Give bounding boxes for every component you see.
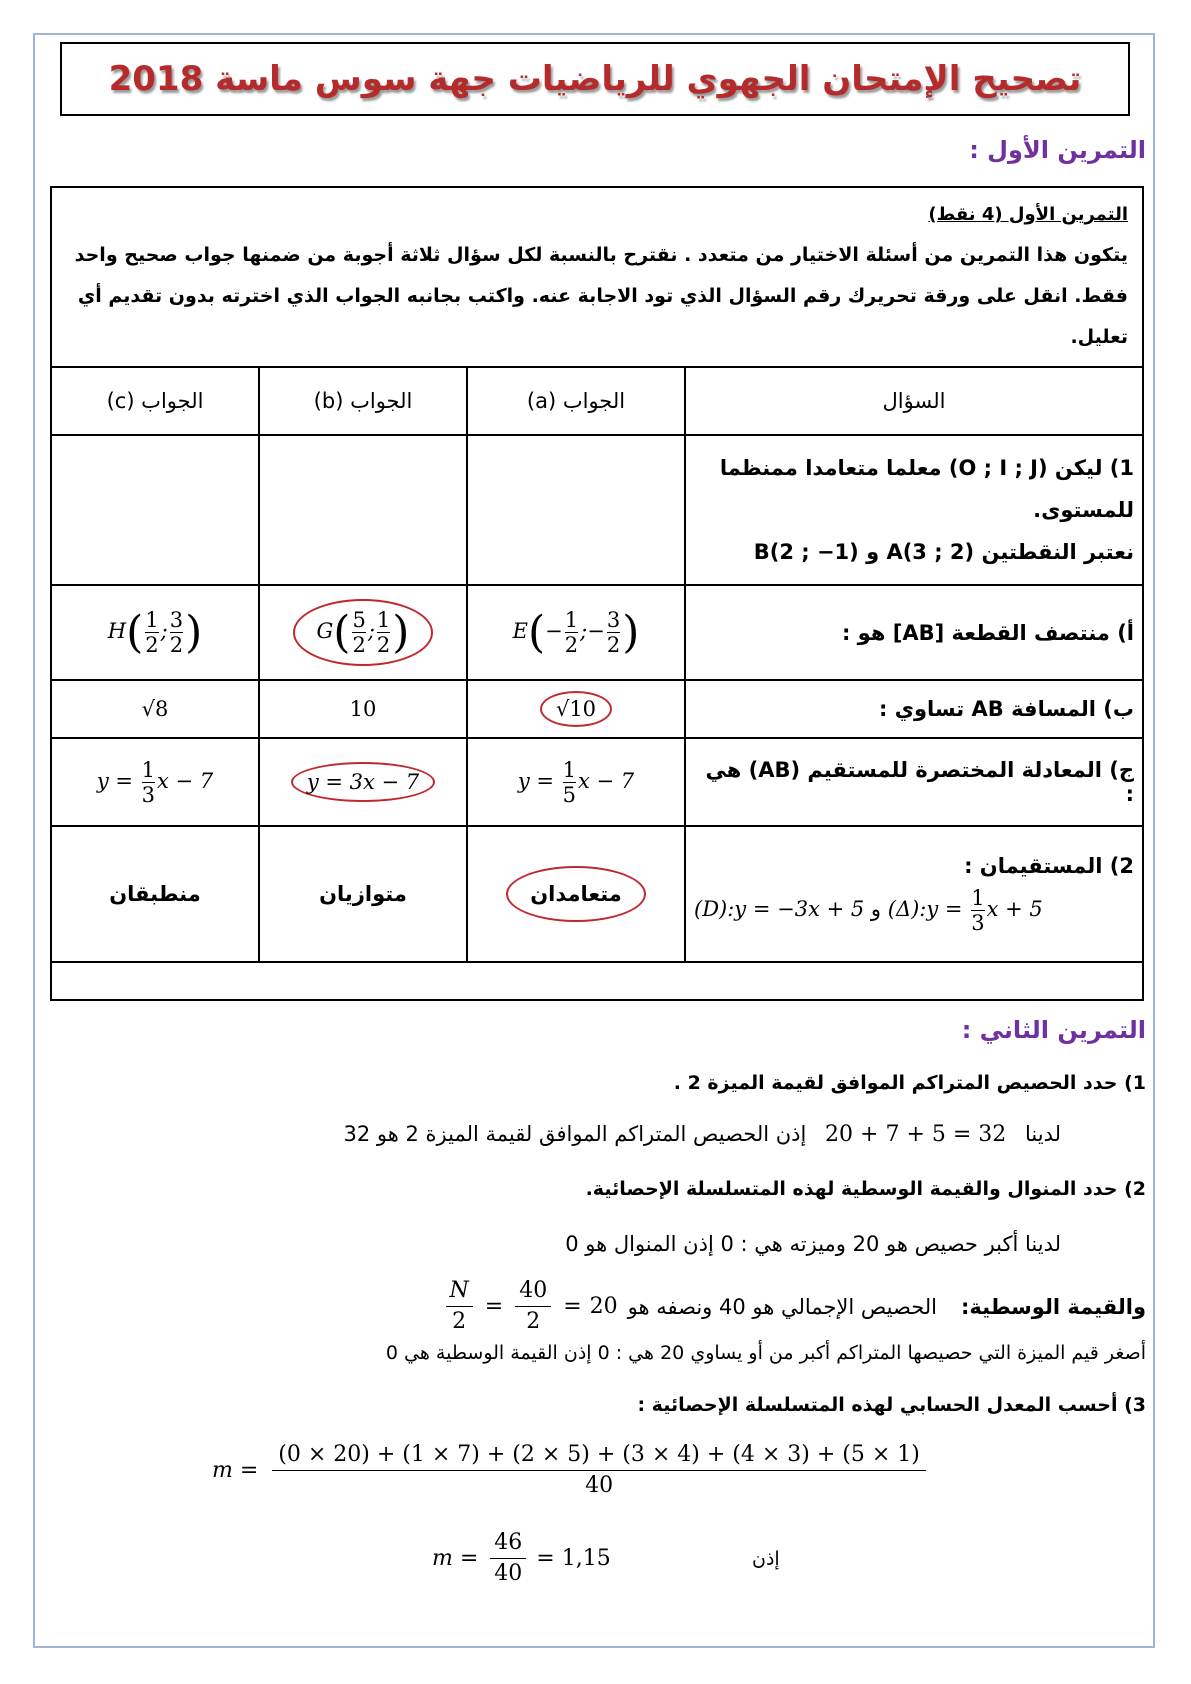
mean-m: m = [212,1458,259,1483]
qa-b-y: 1 [376,608,391,632]
qa-b-x: 5 [352,608,366,632]
median-num2: 40 [515,1276,551,1307]
qc-b-value: y = 3x − 7 [306,770,420,794]
exercise-2-title: التمرين الثاني : [961,1016,1146,1044]
table-row-qb [51,680,1143,738]
header-answer-b: الجواب (b) [259,367,467,435]
qc-c-num: 1 [141,757,156,782]
header-answer-a: الجواب (a) [467,367,685,435]
qc-c-den: 3 [141,782,156,807]
q1-text: 1) ليكن (O ; I ; J) معلما متعامدا ممنظما للمستوى. [719,456,1134,522]
qa-b-d1: 2 [352,633,366,657]
qa-a-y: 3 [606,608,621,632]
title-box [60,42,1130,116]
part1-question: 1) حدد الحصيص المتراكم الموافق لقيمة الميزة 2 . [673,1072,1146,1094]
q2-answer-a [467,826,685,962]
correct-answer-circle [540,691,612,727]
q2-answer-c: منطبقان [51,826,259,962]
qa-text: أ) منتصف القطعة [AB] هو : [685,585,1143,680]
q2-answer-b: متوازيان [259,826,467,962]
qa-c-d2: 2 [169,633,184,657]
header-answer-c: الجواب (c) [51,367,259,435]
q2-eq2-num: 1 [971,885,985,910]
exercise-1-intro [66,194,1128,358]
qc-a-post: x − 7 [578,768,635,793]
qa-answer-b [259,585,467,680]
exercise-1-instructions: يتكون هذا التمرين من أسئلة الاختيار من متعدد . نقترح بالنسبة لكل سؤال ثلاثة أجوبة من ضمنها جواب صحيح واحد فقط. انقل على ورقة تحريرك رقم السؤال الذي تود الاجابة عنه. واكتب بجانبه الجواب الذي اخترته بدون تقديم أي تعليل. [74,244,1128,348]
qb-answer-c [51,680,259,738]
mean-result-num: 46 [490,1528,526,1559]
mean-result-m: m = [432,1546,479,1571]
page-title: تصحيح الإمتحان الجهوي للرياضيات جهة سوس ماسة 2018 [108,59,1082,99]
median-label: والقيمة الوسطية: [960,1294,1146,1319]
mean-result-den: 40 [494,1561,523,1586]
correct-answer-circle [291,762,435,802]
exercise-1-title: التمرين الأول : [969,136,1146,164]
table-row-qa [51,585,1143,680]
mean-then: إذن [752,1548,780,1570]
q2-and: و [870,896,882,921]
qc-a-pre: y = [517,768,561,793]
qc-text: ج) المعادلة المختصرة للمستقيم (AB) هي : [685,738,1143,826]
qa-c-y: 3 [169,608,184,632]
part3-question: 3) أحسب المعدل الحسابي لهذه المتسلسلة الإحصائية : [637,1394,1146,1416]
q1-points: نعتبر النقطتين A(3 ; 2) و B(2 ; −1) [753,540,1134,564]
part2-median [442,1276,1146,1337]
qa-answer-c: H( $\frac{1}{2}$ ; $\frac{3}{2}$ ) [51,585,259,680]
mean-formula [212,1440,930,1501]
mean-denominator: 40 [585,1473,614,1498]
q2-eq2-den: 3 [971,910,985,935]
table-row-qc [51,738,1143,826]
median-line2: أصغر قيم الميزة التي حصيصها المتراكم أكبر من أو يساوي 20 هي : 0 إذن القيمة الوسطية هي 0 [385,1342,1146,1364]
part2-question: 2) حدد المنوال والقيمة الوسطية لهذه المتسلسلة الإحصائية. [585,1178,1146,1200]
qa-a-letter: E [512,619,528,643]
median-num1: N [446,1276,473,1307]
qa-c-letter: H [107,619,127,643]
qc-c-pre: y = [96,768,140,793]
qb-answer-b [259,680,467,738]
qa-c-x: 1 [145,608,159,632]
qc-c-post: x − 7 [157,768,214,793]
qb-a-value: √10 [555,697,597,721]
q2-eq2-post: x + 5 [986,896,1043,921]
table-row-q1 [51,435,1143,585]
part2-mode-answer: لدينا أكبر حصيص هو 20 وميزته هي : 0 إذن المنوال هو 0 [565,1232,1061,1256]
qb-b-value: 10 [349,697,377,721]
qc-answer-a [467,738,685,826]
qa-b-letter: G [316,619,334,643]
mean-numerator: (0 × 20) + (1 × 7) + (2 × 5) + (3 × 4) + (4 × 3) + (5 × 1) [272,1440,926,1471]
q2-cell [685,826,1143,962]
median-den2: 2 [526,1309,541,1334]
mean-result-value: = 1,15 [536,1546,611,1571]
qc-answer-c [51,738,259,826]
exercise-1-heading: التمرين الأول (4 نقط) [928,204,1128,225]
mcq-table [50,366,1144,963]
part1-answer-eq: 20 + 7 + 5 = 32 [825,1122,1007,1147]
qc-a-num: 1 [562,757,577,782]
table-row-q2 [51,826,1143,962]
qa-a-d1: 2 [564,633,579,657]
q1-empty-b [259,435,467,585]
qa-a-x: 1 [564,608,579,632]
q1-cell [685,435,1143,585]
mean-result [432,1528,611,1589]
correct-answer-circle: G( $\frac{5}{2}$ ; $\frac{1}{2}$ ) [293,599,434,666]
table-header-row [51,367,1143,435]
part1-answer-pre: لدينا [1024,1122,1061,1146]
qc-answer-b [259,738,467,826]
median-equation: $\frac{N}{2}$ = $\frac{40}{2}$ = 20 [442,1276,618,1337]
qa-answer-a: E(− $\frac{1}{2}$ ;− $\frac{3}{2}$ ) [467,585,685,680]
header-question: السؤال [685,367,1143,435]
median-den1: 2 [452,1309,467,1334]
correct-answer-circle [506,866,646,922]
part1-answer [343,1122,1061,1147]
qc-a-den: 5 [562,782,577,807]
qb-answer-a [467,680,685,738]
qb-c-value: √8 [141,697,169,721]
median-text: الحصيص الإجمالي هو 40 ونصفه هو [627,1294,937,1319]
part1-answer-post: إذن الحصيص المتراكم الموافق لقيمة الميزة 2 هو 32 [343,1122,807,1146]
q2-eq2-pre: (Δ):y = [887,896,970,921]
median-value: 20 [589,1294,618,1319]
exercise-1-box [50,186,1144,1001]
qa-c-d1: 2 [145,633,159,657]
q2-equations [694,886,1134,935]
qb-text: ب) المسافة AB تساوي : [685,680,1143,738]
q2-eq1: (D):y = −3x + 5 [694,896,865,921]
qa-b-d2: 2 [376,633,391,657]
q2-a-value: متعامدان [530,882,622,906]
qa-a-d2: 2 [606,633,621,657]
q1-empty-c [51,435,259,585]
q2-text: 2) المستقيمان : [964,853,1134,878]
q1-empty-a [467,435,685,585]
